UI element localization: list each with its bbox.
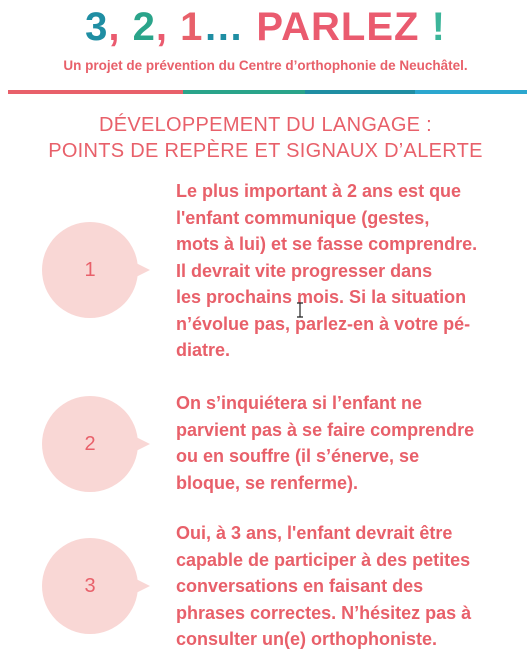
text-line: ou en souffre (il s’énerve, se (176, 446, 420, 466)
item-text-1 (176, 178, 496, 364)
text-line: diatre. (176, 340, 231, 360)
text-cursor-icon (296, 302, 304, 318)
text-line: bloque, se renferme). (176, 472, 359, 493)
title-exclamation: ! (419, 5, 446, 49)
item-number: 1 (84, 259, 96, 281)
text-line: Oui, à 3 ans, l'enfant devrait être (176, 523, 453, 543)
rule-segment-blue (415, 90, 527, 94)
title-part-2: 2 (120, 5, 156, 49)
text-line: consulter un(e) orthophoniste. (176, 629, 437, 649)
text-line: n’évolue pas, parlez-en à votre pé- (176, 313, 471, 334)
page-title (0, 4, 531, 50)
heading-line-2: POINTS DE REPÈRE ET SIGNAUX D’ALERTE (48, 140, 483, 162)
speech-bubble-icon (42, 222, 138, 318)
speech-bubble-icon (42, 396, 138, 492)
rule-segment-coral (8, 90, 183, 94)
color-rule-divider (8, 90, 527, 94)
text-line: phrases correctes. N’hésitez pas à (176, 602, 472, 623)
text-line: Le plus important à 2 ans est que (176, 181, 462, 201)
title-comma: , (108, 5, 121, 49)
text-line: On s’inquiétera si l’enfant ne (176, 393, 423, 413)
text-line: Il devrait vite progresser dans (176, 260, 433, 281)
text-line: les prochains mois. Si la situation (176, 287, 467, 307)
text-line: conversations en faisant des (176, 576, 424, 596)
heading-line-1: DÉVELOPPEMENT DU LANGAGE : (98, 114, 433, 136)
speech-bubble-icon (42, 538, 138, 634)
item-number: 2 (84, 433, 96, 455)
title-comma: , (155, 5, 168, 49)
title-ellipsis: … (203, 5, 245, 49)
rule-segment-teal (305, 90, 415, 94)
item-text-3 (176, 520, 496, 653)
text-line: capable de participer à des petites (176, 549, 471, 570)
item-number: 3 (84, 575, 96, 597)
item-text-2 (176, 390, 496, 496)
section-heading (0, 112, 531, 164)
rule-segment-green (183, 90, 305, 94)
text-line: parvient pas à se faire comprendre (176, 419, 475, 440)
text-line: l'enfant communique (gestes, (176, 207, 430, 228)
subtitle: Un projet de prévention du Centre d’orthophonie de Neuchâtel. (63, 58, 468, 73)
title-part-1: 1 (167, 5, 204, 49)
title-part-3: 3 (85, 5, 109, 49)
title-parlez: PARLEZ (244, 5, 420, 49)
text-line: mots à lui) et se fasse comprendre. (176, 234, 478, 254)
